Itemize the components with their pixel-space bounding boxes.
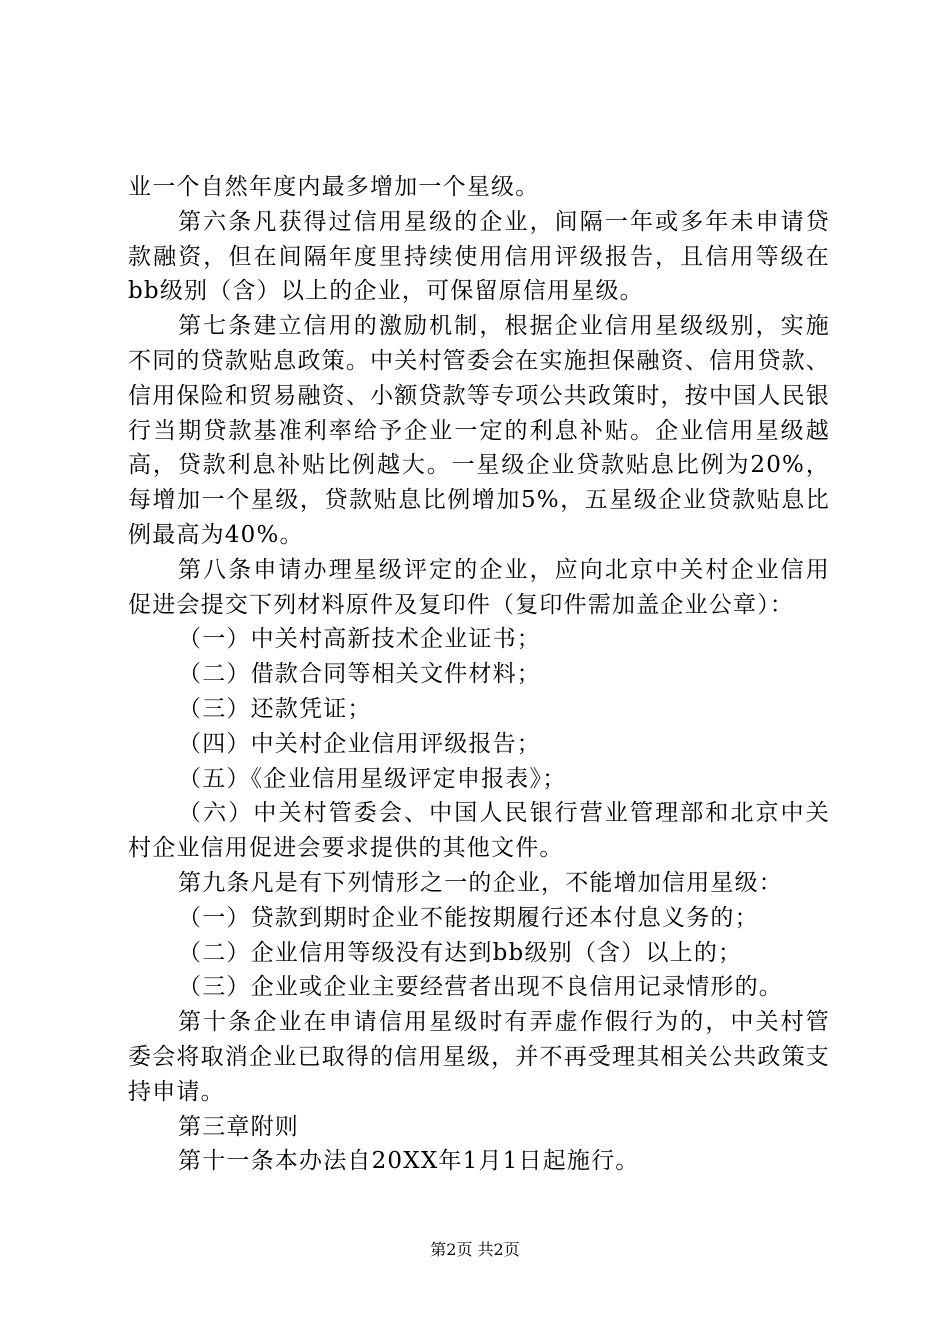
paragraph-article-10: 第十条企业在申请信用星级时有弄虚作假行为的，中关村管委会将取消企业已取得的信用星级，并不再受理其相关公共政策支持申请。	[128, 1009, 830, 1105]
list-item-9-3: （三）企业或企业主要经营者出现不良信用记录情形的。	[178, 974, 783, 1001]
list-item-8-6: （六）中关村管委会、中国人民银行营业管理部和北京中关村企业信用促进会要求提供的其他文件。	[128, 800, 830, 862]
paragraph-article-9: 第九条凡是有下列情形之一的企业，不能增加信用星级：	[178, 869, 783, 896]
paragraph-article-11: 第十一条本办法自20XX年1月1日起施行。	[178, 1148, 640, 1175]
paragraph-article-7: 第七条建立信用的激励机制，根据企业信用星级级别，实施不同的贷款贴息政策。中关村管委会在实施担保融资、信用贷款、信用保险和贸易融资、小额贷款等专项公共政策时，按中国人民银行当期贷款基准利率给予企业一定的利息补贴。企业信用星级越高，贷款利息补贴比例越大。一星级企业贷款贴息比例为20%，每增加一个星级，贷款贴息比例增加5%，五星级企业贷款贴息比例最高为40%。	[128, 313, 830, 548]
paragraph-article-8: 第八条申请办理星级评定的企业，应向北京中关村企业信用促进会提交下列材料原件及复印件（复印件需加盖企业公章）：	[128, 556, 830, 618]
list-item-8-3: （三）还款凭证；	[178, 695, 372, 722]
list-item-8-2: （二）借款合同等相关文件材料；	[178, 661, 541, 688]
paragraph-continuation: 业一个自然年度内最多增加一个星级。	[128, 174, 540, 200]
page-footer	[0, 1240, 950, 1260]
list-item-9-1: （一）贷款到期时企业不能按期履行还本付息义务的；	[178, 904, 759, 931]
chapter-heading: 第三章附则	[178, 1113, 299, 1140]
list-item-9-2: （二）企业信用等级没有达到bb级别（含）以上的；	[178, 939, 743, 966]
paragraph-article-6: 第六条凡获得过信用星级的企业，间隔一年或多年未申请贷款融资，但在间隔年度里持续使用信用评级报告，且信用等级在bb级别（含）以上的企业，可保留原信用星级。	[128, 208, 830, 305]
page-number-label: 第2页 共2页	[430, 1240, 520, 1259]
document-body	[128, 170, 830, 1179]
list-item-8-5: （五）《企业信用星级评定申报表》；	[178, 765, 567, 792]
list-item-8-1: （一）中关村高新技术企业证书；	[178, 626, 541, 653]
list-item-8-4: （四）中关村企业信用评级报告；	[178, 730, 541, 757]
